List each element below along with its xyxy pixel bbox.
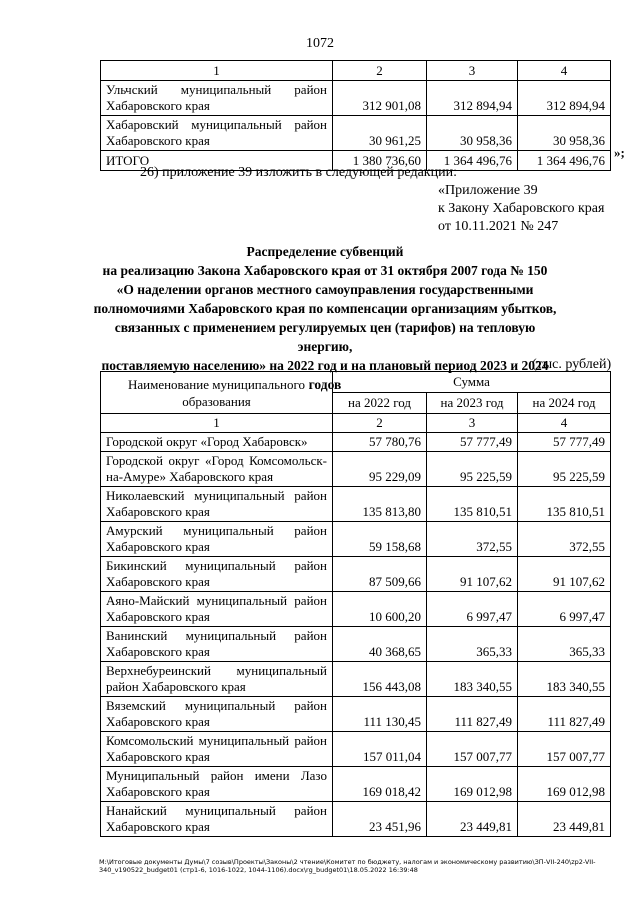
table-header-row bbox=[101, 372, 611, 393]
amount-2024: 57 777,49 bbox=[518, 433, 611, 452]
municipality-name: Ульчский муниципальный район Хабаровского края bbox=[101, 81, 333, 116]
table-row bbox=[101, 697, 611, 732]
amount-2023: 183 340,55 bbox=[427, 662, 518, 697]
amount-2023: 111 827,49 bbox=[427, 697, 518, 732]
municipality-name: Городской округ «Город Комсомольск-на-Амуре» Хабаровского края bbox=[101, 452, 333, 487]
table-row bbox=[101, 627, 611, 662]
closing-quote: »; bbox=[614, 145, 625, 160]
amount-2023: 23 449,81 bbox=[427, 802, 518, 837]
appendix-title: «Приложение 39 bbox=[438, 183, 538, 198]
municipality-name: Нанайский муниципальный район Хабаровского края bbox=[101, 802, 333, 837]
amount-2022: 156 443,08 bbox=[333, 662, 427, 697]
amount-2024: 365,33 bbox=[518, 627, 611, 662]
file-path-footer: M:\Итоговые документы Думы\7 созыв\Проекты\Законы\2 чтение\Комитет по бюджету, налогам и экономическому развитию\ЗП-VII-240\zp2-VII-340_v190522_budget01 (стр1-6, 1016-1022, 1044-1106).docx\rg_budget01\18.05.2022 16:39:48 bbox=[99, 858, 596, 874]
amount-2022: 30 961,25 bbox=[333, 116, 427, 151]
municipality-name: Николаевский муниципальный район Хабаровского края bbox=[101, 487, 333, 522]
column-number: 4 bbox=[518, 414, 611, 433]
amount-2023: 91 107,62 bbox=[427, 557, 518, 592]
table-header-row bbox=[101, 61, 611, 81]
amount-2023: 312 894,94 bbox=[427, 81, 518, 116]
total-2023: 1 364 496,76 bbox=[427, 151, 518, 171]
total-2022: 1 380 736,60 bbox=[333, 151, 427, 171]
appendix-date: от 10.11.2021 № 247 bbox=[438, 219, 559, 234]
amount-2024: 95 225,59 bbox=[518, 452, 611, 487]
municipality-name: Городской округ «Город Хабаровск» bbox=[101, 433, 333, 452]
table-row bbox=[101, 522, 611, 557]
amount-2022: 23 451,96 bbox=[333, 802, 427, 837]
table-row bbox=[101, 433, 611, 452]
amount-2023: 372,55 bbox=[427, 522, 518, 557]
amount-2022: 312 901,08 bbox=[333, 81, 427, 116]
amount-2024: 372,55 bbox=[518, 522, 611, 557]
amount-2022: 111 130,45 bbox=[333, 697, 427, 732]
amount-2023: 95 225,59 bbox=[427, 452, 518, 487]
table-row bbox=[101, 732, 611, 767]
column-number: 2 bbox=[333, 414, 427, 433]
table-row bbox=[101, 592, 611, 627]
amount-2023: 169 012,98 bbox=[427, 767, 518, 802]
table-row bbox=[101, 487, 611, 522]
column-number: 3 bbox=[427, 414, 518, 433]
title-line: Распределение субвенций bbox=[246, 244, 404, 259]
amount-2022: 169 018,42 bbox=[333, 767, 427, 802]
amount-2024: 183 340,55 bbox=[518, 662, 611, 697]
column-number: 4 bbox=[518, 61, 611, 81]
amount-2022: 57 780,76 bbox=[333, 433, 427, 452]
budget-table-continued bbox=[100, 60, 611, 171]
municipality-name: Аяно-Майский муниципальный район Хабаровского края bbox=[101, 592, 333, 627]
title-line: поставляемую населению» на 2022 год и на плановый период 2023 и 2024 годов bbox=[101, 358, 549, 392]
amount-2022: 95 229,09 bbox=[333, 452, 427, 487]
amount-2024: 169 012,98 bbox=[518, 767, 611, 802]
municipality-name: Ванинский муниципальный район Хабаровского края bbox=[101, 627, 333, 662]
amount-2024: 6 997,47 bbox=[518, 592, 611, 627]
subvention-table bbox=[100, 371, 611, 837]
amount-2022: 157 011,04 bbox=[333, 732, 427, 767]
name-column-header: Наименование муниципального образования bbox=[101, 372, 333, 414]
municipality-name: Вяземский муниципальный район Хабаровского края bbox=[101, 697, 333, 732]
table-row bbox=[101, 802, 611, 837]
table-row bbox=[101, 81, 611, 116]
year-header: на 2023 год bbox=[427, 393, 518, 414]
amount-2024: 157 007,77 bbox=[518, 732, 611, 767]
amount-2022: 87 509,66 bbox=[333, 557, 427, 592]
column-number: 1 bbox=[101, 414, 333, 433]
municipality-name: Комсомольский муниципальный район Хабаровского края bbox=[101, 732, 333, 767]
table-row bbox=[101, 557, 611, 592]
amount-2022: 40 368,65 bbox=[333, 627, 427, 662]
municipality-name: Бикинский муниципальный район Хабаровского края bbox=[101, 557, 333, 592]
column-number-row bbox=[101, 414, 611, 433]
amount-2024: 312 894,94 bbox=[518, 81, 611, 116]
year-header: на 2022 год bbox=[333, 393, 427, 414]
amount-2023: 135 810,51 bbox=[427, 487, 518, 522]
amount-2022: 10 600,20 bbox=[333, 592, 427, 627]
sum-header: Сумма bbox=[333, 372, 611, 393]
table-row bbox=[101, 116, 611, 151]
title-line: полномочиями Хабаровского края по компенсации организациям убытков, bbox=[93, 301, 557, 316]
amount-2024: 23 449,81 bbox=[518, 802, 611, 837]
appendix-law: к Закону Хабаровского края bbox=[438, 201, 605, 216]
column-number: 1 bbox=[101, 61, 333, 81]
amount-2024: 135 810,51 bbox=[518, 487, 611, 522]
title-line: на реализацию Закона Хабаровского края от 31 октября 2007 года № 150 bbox=[102, 263, 548, 278]
amount-2024: 30 958,36 bbox=[518, 116, 611, 151]
total-label: ИТОГО bbox=[101, 151, 333, 171]
title-line: связанных с применением регулируемых цен (тарифов) на тепловую энергию, bbox=[114, 320, 536, 354]
amount-2023: 365,33 bbox=[427, 627, 518, 662]
amount-2023: 30 958,36 bbox=[427, 116, 518, 151]
municipality-name: Муниципальный район имени Лазо Хабаровского края bbox=[101, 767, 333, 802]
amendment-paragraph: 26) приложение 39 изложить в следующей редакции: bbox=[140, 165, 457, 180]
municipality-name: Хабаровский муниципальный район Хабаровского края bbox=[101, 116, 333, 151]
column-number: 3 bbox=[427, 61, 518, 81]
amount-2024: 111 827,49 bbox=[518, 697, 611, 732]
municipality-name: Верхнебуреинский муниципальный район Хабаровского края bbox=[101, 662, 333, 697]
municipality-name: Амурский муниципальный район Хабаровского края bbox=[101, 522, 333, 557]
page-number: 1072 bbox=[306, 36, 334, 51]
amount-2023: 6 997,47 bbox=[427, 592, 518, 627]
amount-2023: 157 007,77 bbox=[427, 732, 518, 767]
units-label: (тыс. рублей) bbox=[532, 357, 612, 372]
column-number: 2 bbox=[333, 61, 427, 81]
amount-2022: 59 158,68 bbox=[333, 522, 427, 557]
amount-2023: 57 777,49 bbox=[427, 433, 518, 452]
title-line: «О наделении органов местного самоуправления государственными bbox=[116, 282, 534, 297]
table-row bbox=[101, 452, 611, 487]
total-2024: 1 364 496,76 bbox=[518, 151, 611, 171]
amount-2024: 91 107,62 bbox=[518, 557, 611, 592]
table-row bbox=[101, 767, 611, 802]
table-row bbox=[101, 662, 611, 697]
amount-2022: 135 813,80 bbox=[333, 487, 427, 522]
year-header: на 2024 год bbox=[518, 393, 611, 414]
